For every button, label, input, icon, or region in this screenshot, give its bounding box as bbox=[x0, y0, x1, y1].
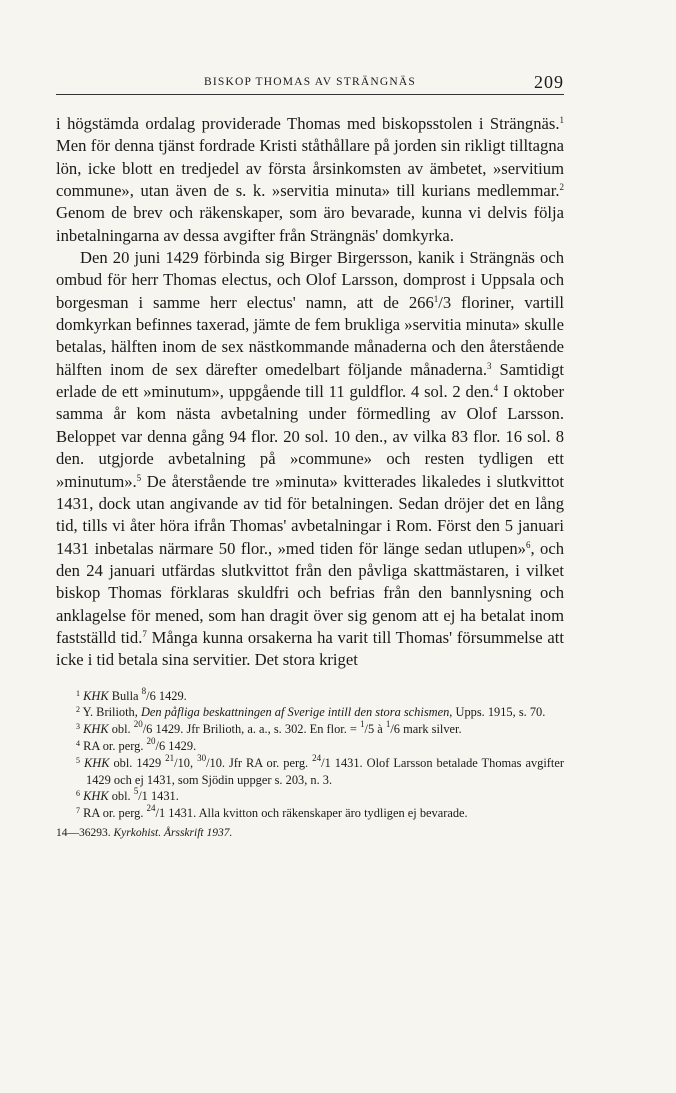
footnote-reference: 1 bbox=[433, 293, 439, 304]
text-run: obl. bbox=[108, 722, 134, 737]
running-title: BISKOP THOMAS AV STRÄNGNÄS bbox=[204, 76, 416, 88]
body-text bbox=[56, 113, 564, 672]
footnote-reference: 5 bbox=[136, 472, 142, 483]
text-run: Genom de brev och räkenskaper, som äro bevarade, kunna vi delvis följa inbetalningarna av dessa avgifter från Strängnäs' domkyrka. bbox=[56, 203, 564, 245]
footnote-reference: 24 bbox=[146, 803, 156, 814]
text-run: /1 1431. bbox=[138, 789, 179, 804]
text-run: Den 20 juni 1429 förbinda sig Birger Birgersson, kanik i Strängnäs och ombud för herr Thomas electus, och Olof Larsson, domprost i Uppsala och borgesman i samme herr electus' namn, att de 266 bbox=[56, 248, 564, 312]
footnote bbox=[56, 721, 564, 738]
footnote-marker: 3 bbox=[76, 722, 80, 732]
text-run: Bulla bbox=[108, 688, 142, 703]
footnote-reference: 1 bbox=[559, 115, 564, 125]
running-head bbox=[56, 74, 564, 95]
footnote-reference: 7 bbox=[142, 628, 147, 639]
italic-text: KHK bbox=[83, 688, 109, 703]
footnote-reference: 1 bbox=[385, 719, 391, 730]
text-run: , och den 24 januari utfärdas slutkvittot från den påvliga skattmästaren, i vilket biskop Thomas förklaras skuldfri och befrias från den bannlysning och anklagelse för mened, som han dragit över sig genom att ej ha betalat inom fastställd tid. bbox=[56, 538, 564, 647]
signature-code: 14—36293. bbox=[56, 826, 111, 839]
italic-text: KHK bbox=[83, 789, 109, 804]
footnote bbox=[56, 735, 564, 755]
text-run: Många kunna orsakerna ha varit till Thomas' försummelse att icke i tid betala sina servitier. Det stora kriget bbox=[56, 627, 564, 670]
footnote-reference: 20 bbox=[146, 735, 156, 746]
text-run: obl. bbox=[108, 789, 134, 804]
footnote bbox=[56, 752, 564, 789]
body-paragraph bbox=[56, 113, 564, 247]
book-page bbox=[56, 74, 564, 839]
text-run: /10. Jfr RA or. perg. bbox=[206, 755, 313, 770]
page-number: 209 bbox=[534, 72, 564, 92]
footnote-marker: 1 bbox=[76, 688, 80, 698]
italic-text: KHK bbox=[83, 755, 110, 770]
text-run: De återstående tre »minuta» kvitterades likaledes i slutkvittot 1431, dock utan angivande av tid för betalningen. Sedan dröjer det en lång tid, tills vi åter höra ifrån Thomas' avbetalningar i Rom. Först den 5 januari 1431 inbetalas närmare 50 flor., »med tiden för länge sedan utlupen» bbox=[56, 471, 564, 558]
text-run: obl. 1429 bbox=[109, 755, 166, 770]
text-run: /1 1431. Alla kvitton och räkenskaper äro tydligen ej bevarade. bbox=[155, 806, 468, 821]
text-run: /6 mark silver. bbox=[390, 722, 462, 737]
footnote bbox=[56, 805, 564, 822]
text-run: Y. Brilioth, bbox=[80, 705, 141, 720]
footnote-reference: 20 bbox=[133, 719, 143, 730]
italic-text: Den påfliga beskattningen af Sverige intill den stora schismen bbox=[140, 705, 450, 720]
text-run: /6 1429. bbox=[155, 738, 197, 753]
footnote-marker: 5 bbox=[76, 755, 80, 765]
footnote-reference: 5 bbox=[133, 786, 139, 797]
text-run: /5 à bbox=[364, 722, 386, 737]
text-run: /6 1429. Jfr Brilioth, a. a., s. 302. En flor. = bbox=[142, 722, 360, 737]
footnote-marker: 7 bbox=[76, 806, 80, 816]
footnote-reference: 4 bbox=[493, 383, 499, 394]
footnote-marker: 2 bbox=[76, 705, 80, 715]
footnote-reference: 24 bbox=[312, 752, 322, 763]
footnotes bbox=[56, 685, 564, 822]
signature-journal: Kyrkohist. Årsskrift 1937. bbox=[113, 826, 233, 839]
footnote bbox=[56, 685, 564, 705]
body-paragraph bbox=[56, 247, 564, 672]
text-run: /6 1429. bbox=[146, 688, 187, 703]
italic-text: KHK bbox=[83, 722, 109, 737]
footnote-reference: 3 bbox=[487, 360, 492, 371]
text-run: I oktober samma år kom nästa avbetalning under förmedling av Olof Larsson. Beloppet var denna gång 94 flor. 20 sol. 10 den., av vilka 83 flor. 16 sol. 8 den. utgjorde avbetalning på »commune» och resten tydligen ett »minutum». bbox=[56, 382, 565, 491]
text-run: , Upps. 1915, s. 70. bbox=[449, 705, 546, 720]
text-run: Men för denna tjänst fordrade Kristi ståthållare på jorden sin rikligt tilltagna lön, icke blott en tredjedel av första årsinkomsten av ämbetet, »servitium commune», utan även de s. k. »servitia minuta» till kurians medlemmar. bbox=[56, 136, 564, 201]
text-run: Samtidigt erlade de ett »minutum», uppgående till 11 guldflor. 4 sol. 2 den. bbox=[56, 359, 565, 402]
printer-signature bbox=[56, 827, 564, 839]
text-run: /10, bbox=[174, 755, 198, 770]
text-run: RA or. perg. bbox=[80, 738, 147, 753]
footnote-reference: 21 bbox=[165, 752, 175, 763]
text-run: RA or. perg. bbox=[80, 806, 147, 821]
footnote-reference: 1 bbox=[360, 719, 365, 730]
footnote bbox=[56, 704, 564, 721]
footnote-marker: 4 bbox=[76, 738, 80, 748]
footnote-marker: 6 bbox=[76, 789, 80, 799]
footnote-reference: 2 bbox=[559, 182, 564, 193]
text-run: /1 1431. Olof Larsson betalade Thomas avgifter 1429 och ej 1431, som Sjödin uppger s. 203, n. 3. bbox=[86, 755, 564, 787]
text-run: i högstämda ordalag providerade Thomas med biskopsstolen i Strängnäs. bbox=[56, 114, 560, 133]
footnote-reference: 30 bbox=[197, 752, 207, 763]
footnote-reference: 8 bbox=[141, 685, 147, 696]
footnote bbox=[56, 788, 564, 805]
text-run: /3 floriner, vartill domkyrkan befinnes taxerad, jämte de fem brukliga »servitia minuta» skulle betalas, hälften inom de sex nästkommande månaderna och den återstående hälften inom de sex därefter omedelbart följande månaderna. bbox=[56, 292, 564, 379]
footnote-reference: 6 bbox=[525, 539, 531, 550]
